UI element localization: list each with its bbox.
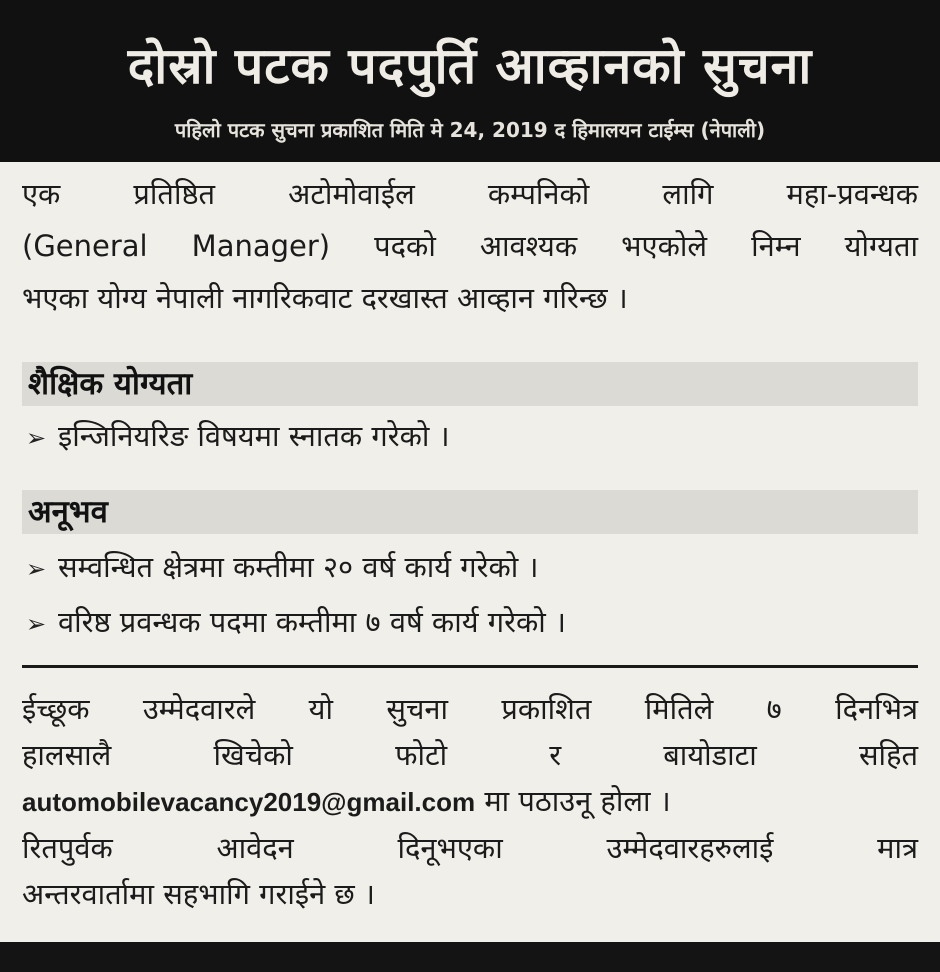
arrow-bullet-icon: ➢ — [26, 424, 47, 452]
footer-line-2: हालसालै खिचेको फोटो र बायोडाटा सहित — [22, 738, 918, 772]
experience-heading: अनूभव — [22, 490, 918, 534]
intro-line-1: एक प्रतिष्ठित अटोमोवाईल कम्पनिको लागि महा-प्रवन्धक — [22, 177, 918, 211]
experience-item — [26, 600, 916, 646]
notice-subtitle: पहिलो पटक सुचना प्रकाशित मिति मे 24, 2019 द हिमालयन टाईम्स (नेपाली) — [174, 118, 766, 142]
email-suffix: मा पठाउनू होला । — [475, 784, 671, 818]
bottom-border — [0, 942, 940, 972]
application-instructions — [22, 686, 918, 917]
intro-line-2: (General Manager) पदको आवश्यक भएकोले निम्न योग्यता — [22, 229, 918, 263]
footer-line-3 — [22, 778, 918, 825]
intro-paragraph — [22, 168, 918, 324]
qualification-item-text: इन्जिनियरिङ विषयमा स्नातक गरेको । — [58, 419, 450, 453]
experience-item-text: सम्वन्धित क्षेत्रमा कम्तीमा २० वर्ष कार्य गरेको । — [58, 550, 539, 584]
qualification-heading: शैक्षिक योग्यता — [22, 362, 918, 406]
contact-email[interactable]: automobilevacancy2019@gmail.com — [22, 787, 476, 817]
experience-item-text: वरिष्ठ प्रवन्धक पदमा कम्तीमा ७ वर्ष कार्य गरेको । — [58, 605, 566, 639]
footer-line-5: अन्तरवार्तामा सहभागि गराईने छ । — [22, 877, 375, 911]
notice-title: दोस्रो पटक पदपुर्ति आव्हानको सुचना — [127, 37, 813, 95]
footer-line-4: रितपुर्वक आवेदन दिनूभएका उम्मेदवारहरुलाई मात्र — [22, 831, 918, 865]
intro-line-3: भएका योग्य नेपाली नागरिकवाट दरखास्त आव्हान गरिन्छ । — [22, 281, 628, 315]
arrow-bullet-icon: ➢ — [26, 610, 47, 638]
arrow-bullet-icon: ➢ — [26, 555, 47, 583]
experience-item — [26, 545, 916, 591]
section-divider — [22, 665, 918, 668]
footer-line-1: ईच्छूक उम्मेदवारले यो सुचना प्रकाशित मितिले ७ दिनभित्र — [22, 692, 918, 726]
qualification-item — [26, 414, 916, 460]
notice-header — [0, 0, 940, 162]
